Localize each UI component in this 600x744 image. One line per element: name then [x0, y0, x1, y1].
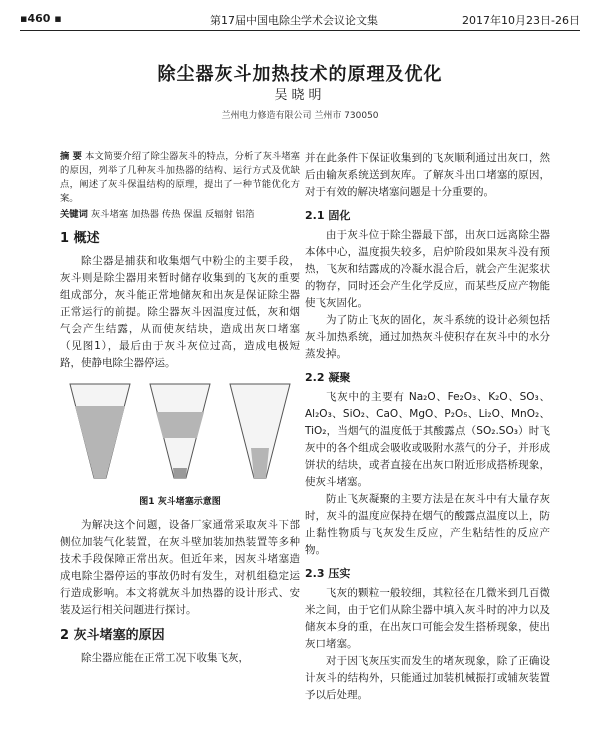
keywords-label: 关键词	[60, 209, 88, 220]
section-1-paragraph-1: 除尘器是捕获和收集烟气中粉尘的主要手段，灰斗则是除尘器用来暂时储存收集到的飞灰的重要组成部分，灰斗能正常地储灰和出灰是保证除尘器正常运行的前提。除尘器灰斗因温度过低，灰和烟气会产生结露，从而使灰结块，造成出灰口堵塞（见图1），最后由于灰斗灰位过高，造成电极短路，使静电除尘器停运。	[60, 255, 300, 369]
section-2-2-paragraph-2: 防止飞灰凝聚的主要方法是在灰斗中有大量存灰时，灰斗的温度应保持在烟气的酸露点温度以上，防止黏性物质与飞灰发生反应，产生粘结性的反应产物。	[305, 493, 550, 556]
section-2-3-paragraph-2: 对于因飞灰压实而发生的堵灰现象，除了正确设计灰斗的结构外，只能通过加装机械振打或辅灰装置予以后处理。	[305, 655, 550, 701]
figure-1-caption: 图1 灰斗堵塞示意图	[139, 497, 221, 507]
section-2-2-paragraph-1: 飞灰中的主要有 Na₂O、Fe₂O₃、K₂O、SO₃、Al₂O₃、SiO₂、CaO、MgO、P₂O₅、Li₂O、MnO₂、TiO₂，当烟气的温度低于其酸露点（SO₂.SO₃）时飞灰中的各个组成会吸收或吸附水蒸气的分子，并形成饼状的结块，或者直接在出灰口附近形成搭桥现象，使灰斗堵塞。	[305, 391, 550, 488]
section-2-1-heading: 2.1 固化	[305, 209, 351, 222]
section-1-paragraph-2: 为解决这个问题，设备厂家通常采取灰斗下部侧位加装气化装置，在灰斗壁加装加热装置等多种技术手段保障正常出灰。但近年来，因灰斗堵塞造成电除尘器停运的事故仍时有发生，对机组稳定运行造成影响。本文将就灰斗加热器的设计形式、安装及运行相关问题进行探讨。	[60, 519, 300, 616]
section-2-1-paragraph-2: 为了防止飞灰的固化，灰斗系统的设计必须包括灰斗加热系统，通过加热灰斗使积存在灰斗中的水分蒸发掉。	[305, 314, 550, 360]
conference-date: 2017年10月23日-26日	[462, 14, 580, 27]
conference-name: 第17届中国电除尘学术会议论文集	[210, 14, 378, 27]
paper-title: 除尘器灰斗加热技术的原理及优化	[157, 64, 443, 85]
running-header	[20, 8, 580, 31]
right-column	[305, 150, 550, 704]
left-column	[60, 150, 300, 667]
abstract-text: 本文简要介绍了除尘器灰斗的特点，分析了灰斗堵塞的原因，列举了几种灰斗加热器的结构、运行方式及优缺点，阐述了灰斗保温结构的原理，提出了一种节能优化方案。	[60, 151, 300, 204]
section-1-heading: 1 概述	[60, 231, 100, 246]
section-2-3-heading: 2.3 压实	[305, 567, 351, 580]
section-2-paragraph-1-continued: 并在此条件下保证收集到的飞灰顺利通过出灰口，然后由输灰系统送到灰库。了解灰斗出口堵塞的原因，对于有效的解决堵塞问题是十分重要的。	[305, 152, 550, 198]
keywords-value: 灰斗堵塞 加热器 传热 保温 反辐射 铝箔	[90, 209, 255, 220]
hopper-blockage-figure	[60, 378, 300, 490]
section-2-2-heading: 2.2 凝聚	[305, 371, 351, 384]
section-2-paragraph-1-start: 除尘器应能在正常工况下收集飞灰，	[81, 652, 249, 664]
paper-author: 吴晓明	[274, 88, 326, 103]
hopper-3	[230, 384, 290, 478]
hopper-1	[70, 384, 130, 478]
page-number: ▪460 ▪	[20, 12, 62, 25]
abstract	[60, 150, 300, 206]
section-2-1-paragraph-1: 由于灰斗位于除尘器最下部，出灰口远离除尘器本体中心，温度损失较多，启炉阶段如果灰斗没有预热，飞灰和结露成的冷凝水混合后，就会产生泥浆状的物存，同时还会产生化学反应，而某些反应产物能使飞灰固化。	[305, 229, 550, 309]
keywords	[60, 208, 300, 222]
section-2-heading: 2 灰斗堵塞的原因	[60, 628, 165, 643]
section-2-3-paragraph-1: 飞灰的颗粒一般较细，其粒径在几微米到几百微米之间，由于它们从除尘器中填入灰斗时的冲力以及储灰本身的重，在出灰口可能会发生搭桥现象，使出灰口堵塞。	[305, 587, 550, 650]
author-affiliation: 兰州电力修造有限公司 兰州市 730050	[221, 111, 379, 121]
abstract-label: 摘 要	[60, 151, 82, 162]
hopper-2	[150, 384, 210, 478]
